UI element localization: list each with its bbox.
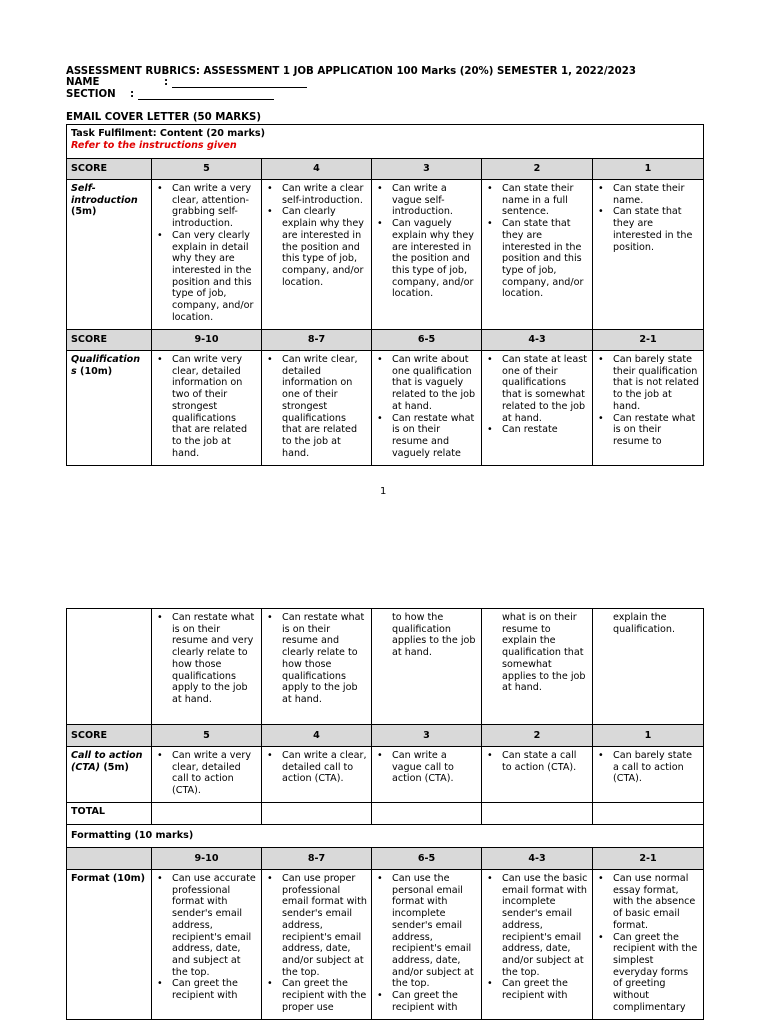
page-number: 1 (380, 486, 387, 497)
qualifications-continued-row (67, 609, 704, 725)
section-heading: EMAIL COVER LETTER (50 MARKS) (66, 112, 261, 123)
descriptor-cell: • Can restate what is on their resume and clearly relate to how those qualifications apply to the job at hand. (262, 609, 372, 725)
descriptor-cell: • Can write very clear, detailed information on two of their strongest qualifications that are related to the job at hand. (152, 351, 262, 466)
criterion-label: Qualification s (10m) (67, 351, 152, 466)
task-fulfilment-header (67, 125, 704, 159)
score-cell: 8-7 (262, 330, 372, 351)
name-colon: : (164, 77, 169, 88)
task-fulfilment-title: Task Fulfilment: Content (20 marks) (71, 128, 265, 139)
total-label: TOTAL (67, 803, 152, 825)
criterion-label: Format (10m) (67, 870, 152, 1020)
score-label: SCORE (67, 159, 152, 180)
score-cell: 2 (482, 725, 593, 747)
descriptor-cell: • Can write a very clear, detailed call to action (CTA). (152, 747, 262, 803)
score-cell: 2-1 (593, 330, 704, 351)
score-cell: 1 (593, 159, 704, 180)
score-cell: 8-7 (262, 848, 372, 870)
score-label-empty (67, 848, 152, 870)
descriptor-cell: • Can write a clear self-introduction. • Can clearly explain why they are interested in the position and this type of job, company, and/or location. (262, 180, 372, 330)
score-cell: 2 (482, 159, 593, 180)
section-label: SECTION (66, 89, 116, 100)
name-blank-line (172, 87, 307, 88)
score-cell: 4-3 (482, 848, 593, 870)
descriptor-cell: • Can write a very clear, attention-grabbing self-introduction. • Can very clearly explain in detail why they are interested in the position and this type of job, company, and/or location. (152, 180, 262, 330)
descriptor-cell: what is on their resume to explain the qualification that somewhat applies to the job at hand. (482, 609, 593, 725)
total-cell (262, 803, 372, 825)
descriptor-cell: • Can use proper professional email format with sender's email address, recipient's email address, date, and/or subject at the top. • Can greet the recipient with the proper use (262, 870, 372, 1020)
score-cell: 6-5 (372, 330, 482, 351)
score-cell: 3 (372, 725, 482, 747)
score-cell: 9-10 (152, 848, 262, 870)
total-cell (152, 803, 262, 825)
descriptor-cell: • Can write about one qualification that is vaguely related to the job at hand. • Can restate what is on their resume and vaguely relate (372, 351, 482, 466)
empty-criterion-cell (67, 609, 152, 725)
criterion-row-self-introduction (67, 180, 704, 330)
score-cell: 4 (262, 159, 372, 180)
score-cell: 9-10 (152, 330, 262, 351)
descriptor-cell: • Can use accurate professional format with sender's email address, recipient's email address, date, and subject at the top. • Can greet the recipient with (152, 870, 262, 1020)
descriptor-cell: • Can write a clear, detailed call to action (CTA). (262, 747, 372, 803)
descriptor-cell: • Can barely state a call to action (CTA). (593, 747, 704, 803)
name-label: NAME (66, 77, 100, 88)
total-cell (372, 803, 482, 825)
document-title: ASSESSMENT RUBRICS: ASSESSMENT 1 JOB APPLICATION 100 Marks (20%) SEMESTER 1, 2022/2023 (66, 66, 636, 77)
rubric-table-page1 (66, 124, 704, 466)
total-cell (482, 803, 593, 825)
score-cell: 5 (152, 159, 262, 180)
descriptor-cell: explain the qualification. (593, 609, 704, 725)
section-colon: : (130, 89, 135, 100)
criterion-row-qualifications (67, 351, 704, 466)
score-cell: 1 (593, 725, 704, 747)
score-row (67, 159, 704, 180)
total-cell (593, 803, 704, 825)
descriptor-cell: • Can use normal essay format, with the absence of basic email format. • Can greet the recipient with the simplest everyday forms of greeting without complimentary (593, 870, 704, 1020)
formatting-header-row (67, 825, 704, 848)
score-cell: 3 (372, 159, 482, 180)
score-row (67, 725, 704, 747)
descriptor-cell: • Can state at least one of their qualifications that is somewhat related to the job at hand. • Can restate (482, 351, 593, 466)
descriptor-cell: • Can write a vague self-introduction. • Can vaguely explain why they are interested in the position and this type of job, company, and/or location. (372, 180, 482, 330)
descriptor-cell: • Can state their name. • Can state that they are interested in the position. (593, 180, 704, 330)
section-blank-line (138, 99, 274, 100)
descriptor-cell: • Can restate what is on their resume and very clearly relate to how those qualifications apply to the job at hand. (152, 609, 262, 725)
score-cell: 6-5 (372, 848, 482, 870)
formatting-title: Formatting (10 marks) (67, 825, 704, 848)
score-cell: 5 (152, 725, 262, 747)
descriptor-cell: • Can state their name in a full sentence. • Can state that they are interested in the position and this type of job, company, and/or location. (482, 180, 593, 330)
score-cell: 2-1 (593, 848, 704, 870)
score-cell: 4-3 (482, 330, 593, 351)
descriptor-cell: • Can use the basic email format with incomplete sender's email address, recipient's email address, date, and/or subject at the top. • Can greet the recipient with (482, 870, 593, 1020)
criterion-label: Self-introduction (5m) (67, 180, 152, 330)
score-row (67, 848, 704, 870)
criterion-label: Call to action (CTA) (5m) (67, 747, 152, 803)
score-row (67, 330, 704, 351)
score-label: SCORE (67, 725, 152, 747)
total-row (67, 803, 704, 825)
descriptor-cell: to how the qualification applies to the job at hand. (372, 609, 482, 725)
task-instruction-note: Refer to the instructions given (71, 139, 237, 151)
descriptor-cell: • Can state a call to action (CTA). (482, 747, 593, 803)
criterion-row-call-to-action (67, 747, 704, 803)
descriptor-cell: • Can write a vague call to action (CTA). (372, 747, 482, 803)
rubric-table-page2 (66, 608, 704, 1020)
descriptor-cell: • Can use the personal email format with incomplete sender's email address, recipient's email address, date, and/or subject at the top. • Can greet the recipient with (372, 870, 482, 1020)
descriptor-cell: • Can barely state their qualification that is not related to the job at hand. • Can restate what is on their resume to (593, 351, 704, 466)
score-label: SCORE (67, 330, 152, 351)
descriptor-cell: • Can write clear, detailed information on one of their strongest qualifications that are related to the job at hand. (262, 351, 372, 466)
score-cell: 4 (262, 725, 372, 747)
criterion-row-format (67, 870, 704, 1020)
